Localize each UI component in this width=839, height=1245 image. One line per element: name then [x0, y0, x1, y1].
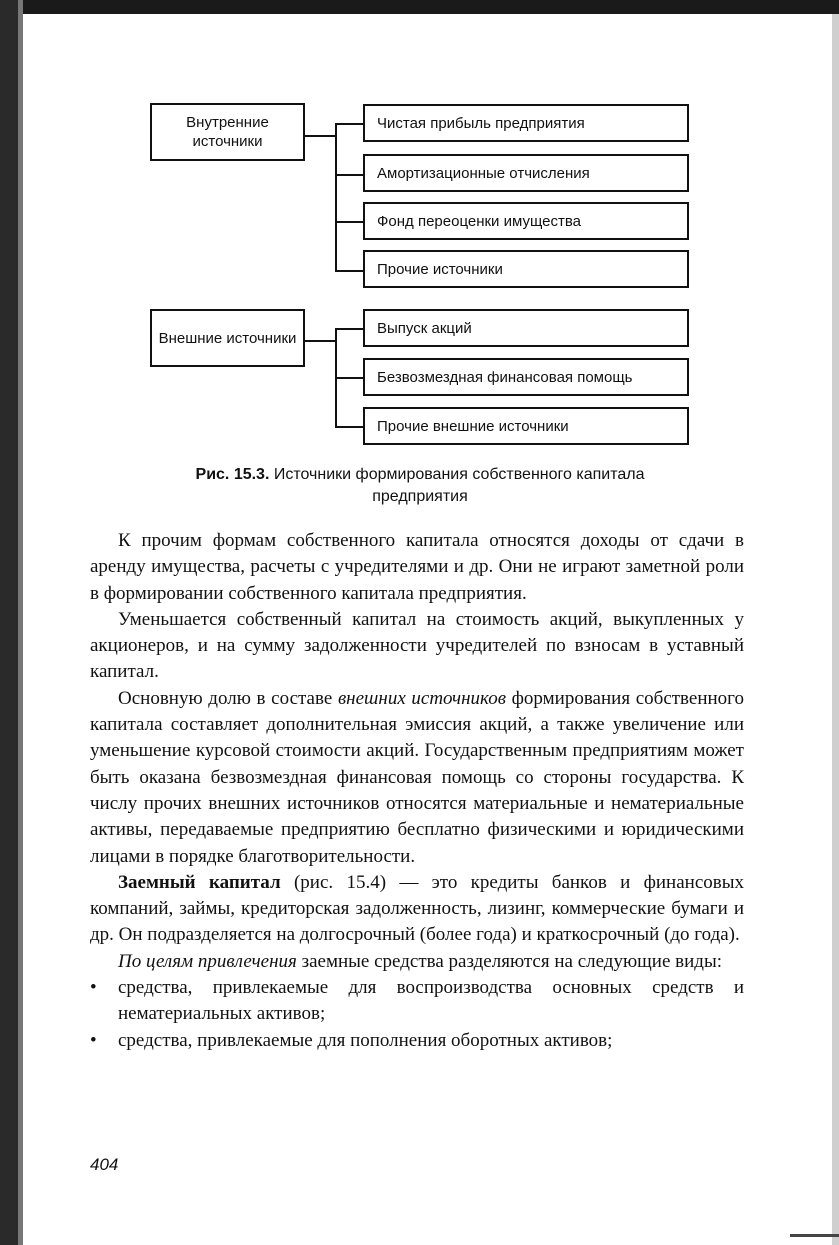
connector [335, 426, 363, 428]
figure-title: Источники формирования собственного капитала предприятия [269, 466, 645, 505]
connector [335, 328, 363, 330]
external-source-item [363, 358, 689, 396]
item-label: Выпуск акций [377, 319, 472, 337]
text-run: формирования собственного капитала составляет дополнительная эмиссия акций, а также увеличение или уменьшение курсовой стоимости акций. Государственным предприятиям может быть оказана безвозмездная финансовая помощь со стороны государства. К числу прочих внешних источников относятся материальные и нематериальные активы, передаваемые предприятию бесплатно физическими и юридическими лицами в порядке благотворительности. [90, 687, 745, 867]
item-label: Прочие источники [377, 260, 503, 278]
figure-caption [150, 464, 690, 508]
paragraph: К прочим формам собственного капитала относятся доходы от сдачи в аренду имущества, расчеты с учредителями и др. Они не играют заметной роли в формировании собственного капитала предприятия. [90, 530, 744, 604]
item-label: Фонд переоценки имущества [377, 212, 581, 230]
external-sources-label: Внешние источники [158, 329, 297, 347]
external-sources-box [150, 309, 305, 367]
connector [335, 174, 363, 176]
paragraph [90, 686, 744, 870]
bullet-icon: • [90, 1029, 97, 1051]
connector [335, 123, 363, 125]
item-label: Амортизационные отчисления [377, 164, 590, 182]
paragraph [90, 870, 744, 949]
connector [335, 221, 363, 223]
internal-sources-box [150, 103, 305, 161]
connector [335, 377, 363, 379]
internal-source-item [363, 250, 689, 288]
list-item-text: средства, привлекаемые для пополнения оборотных активов; [118, 1029, 613, 1051]
page-number: 404 [90, 1155, 119, 1174]
connector [335, 270, 363, 272]
sources-diagram [0, 0, 839, 520]
term: Заемный капитал [118, 871, 281, 893]
connector [305, 135, 336, 137]
text-run: заемные средства разделяются на следующие виды: [296, 950, 722, 972]
bullet-list [90, 975, 744, 1054]
external-source-item [363, 407, 689, 445]
internal-source-item [363, 104, 689, 142]
scan-bottom-mark [790, 1234, 839, 1237]
list-item-text: средства, привлекаемые для воспроизводства основных средств и нематериальных активов; [118, 977, 744, 1025]
item-label: Чистая прибыль предприятия [377, 114, 585, 132]
emphasis: По целям привлечения [118, 950, 297, 972]
text-run: Основную долю в составе [118, 687, 338, 709]
paragraph: Уменьшается собственный капитал на стоимость акций, выкупленных у акционеров, и на сумму задолженности учредителей по взносам в уставный капитал. [90, 608, 744, 683]
internal-source-item [363, 202, 689, 240]
bullet-icon: • [90, 977, 97, 999]
body-text [90, 528, 744, 1054]
connector [305, 340, 336, 342]
connector [335, 123, 337, 272]
paragraph [90, 949, 744, 975]
internal-source-item [363, 154, 689, 192]
internal-sources-label: Внутренние источники [186, 114, 269, 150]
figure-number: Рис. 15.3. [195, 466, 270, 483]
item-label: Прочие внешние источники [377, 417, 569, 435]
list-item [90, 1028, 744, 1054]
external-source-item [363, 309, 689, 347]
item-label: Безвозмездная финансовая помощь [377, 368, 633, 386]
list-item [90, 975, 744, 1028]
emphasis: внешних источников [337, 687, 506, 709]
text-run: (рис. 15.4) — это кредиты банков и финансовых компаний, займы, кредиторская задолженность, лизинг, коммерческие бумаги и др. Он подразделяется на долгосрочный (более года) и краткосрочный (до года). [90, 871, 744, 946]
